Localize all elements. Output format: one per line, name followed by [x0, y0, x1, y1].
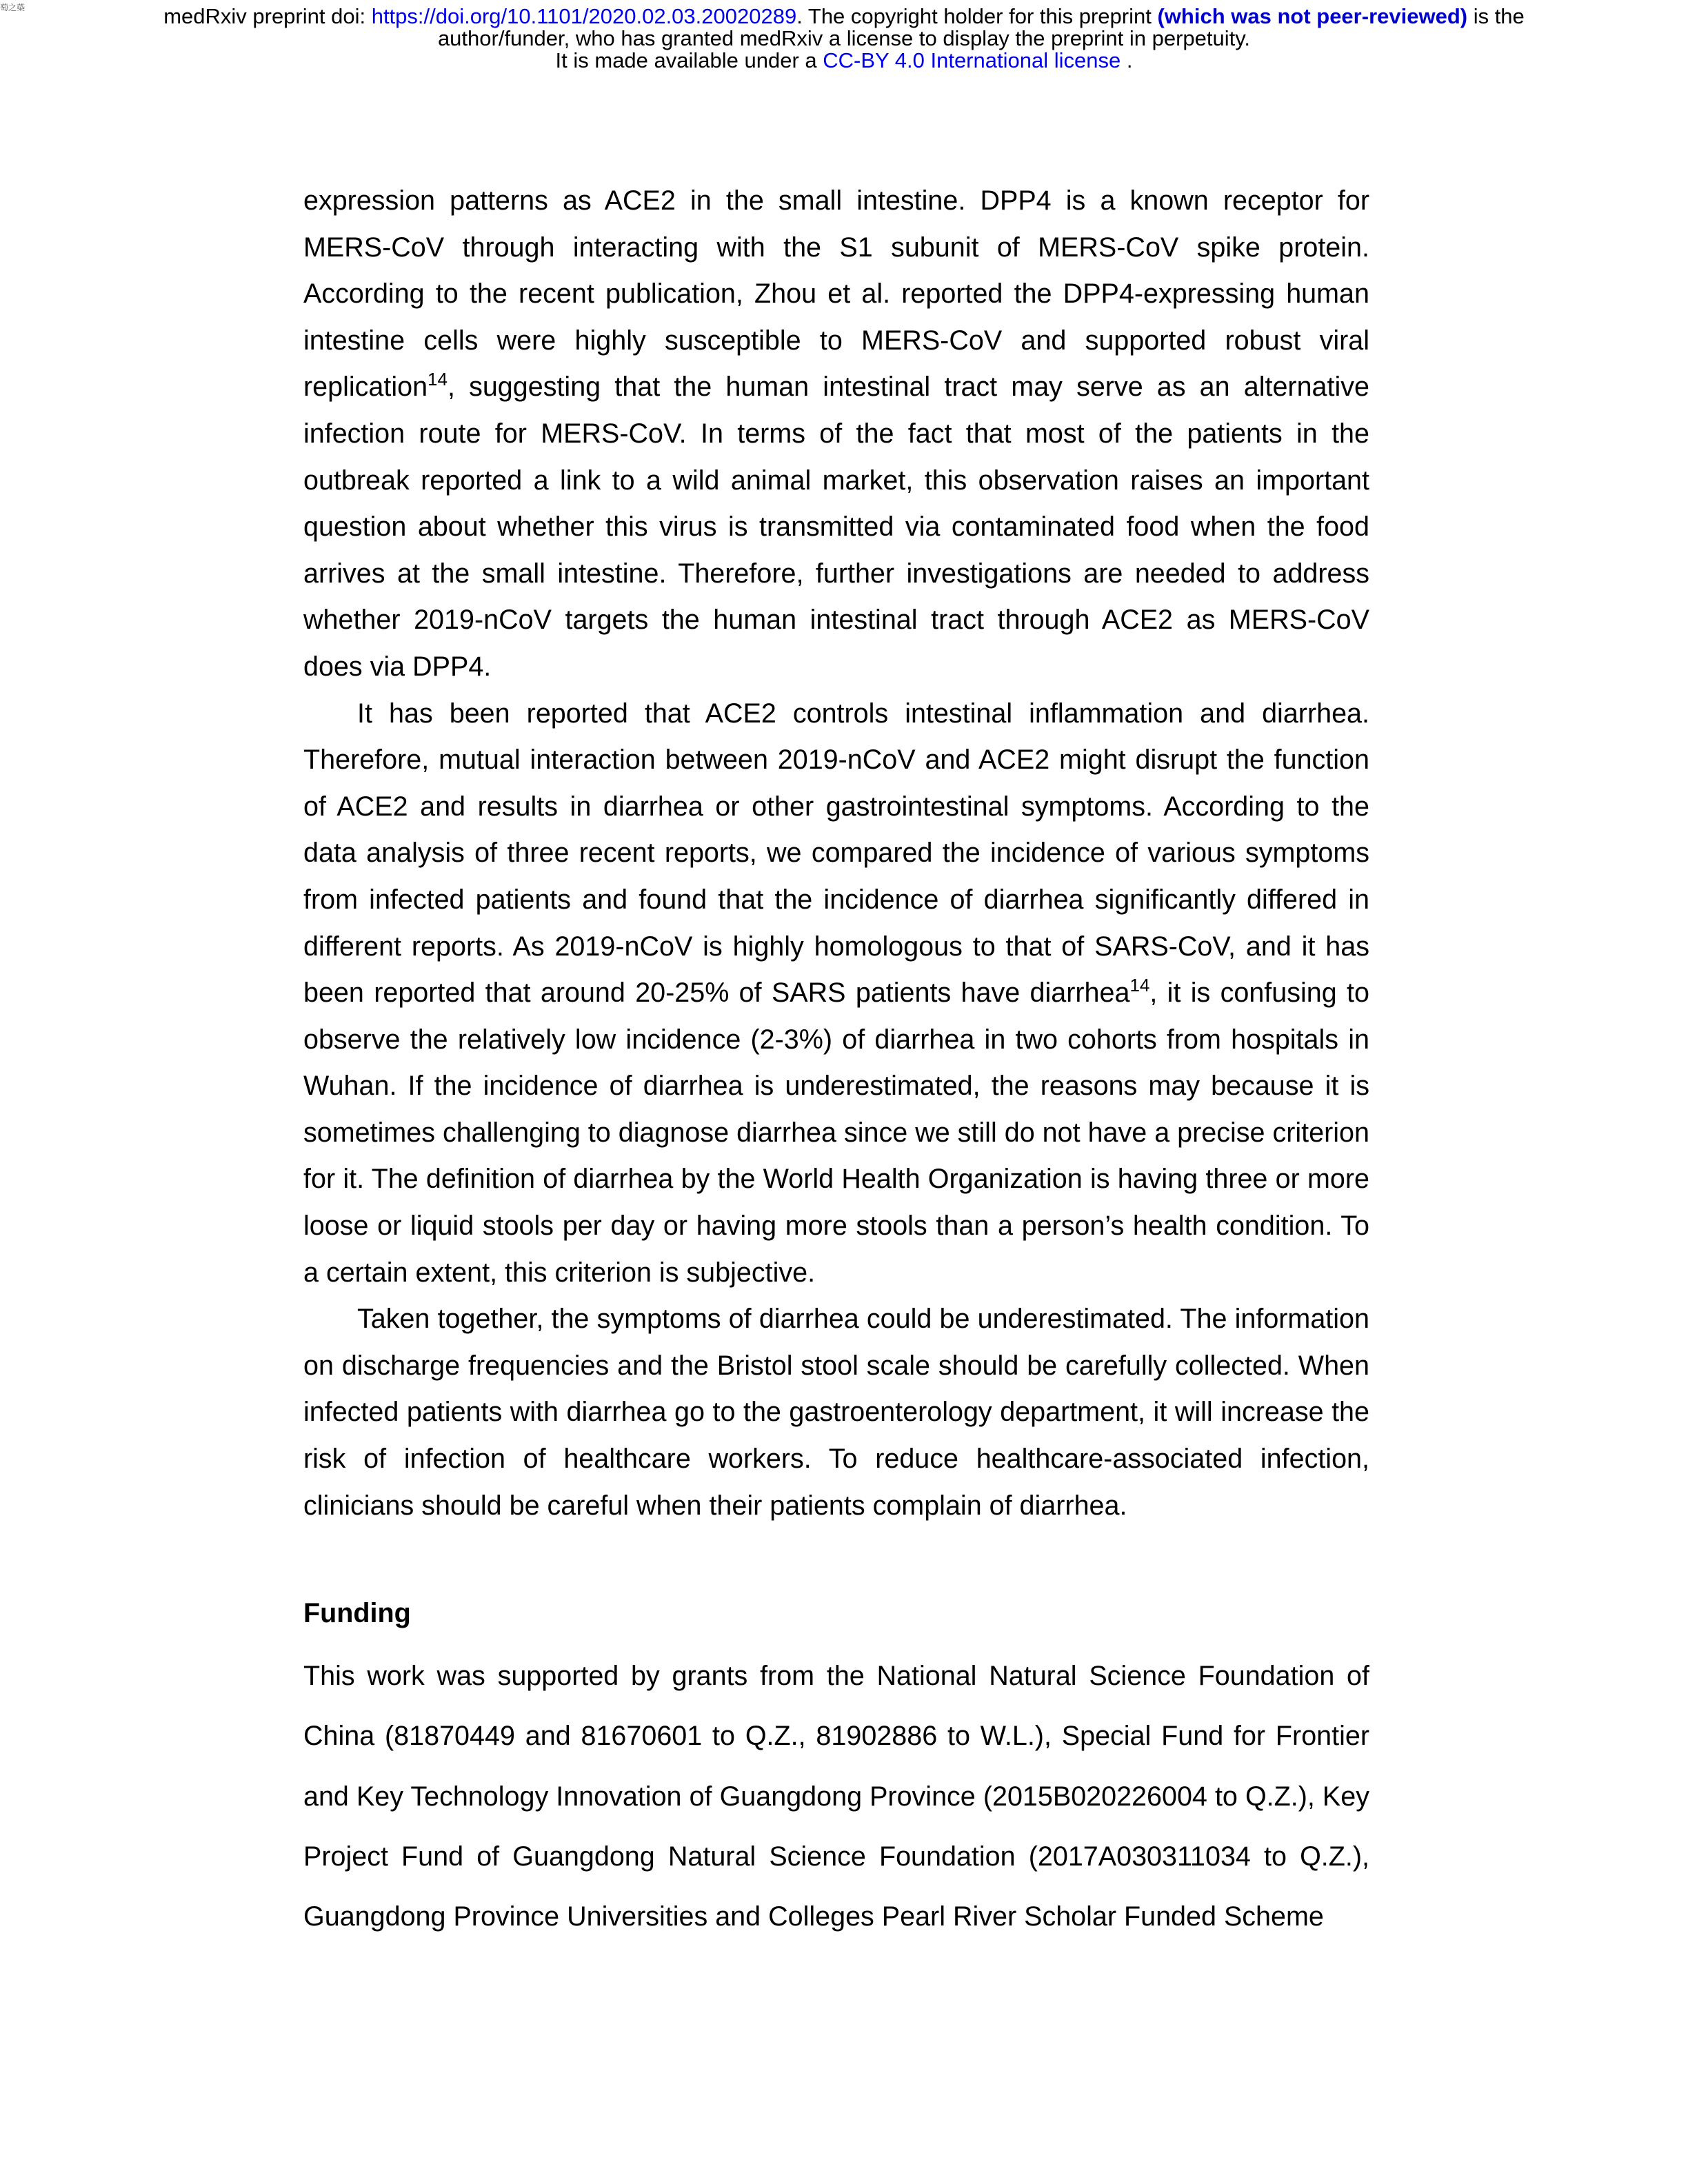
paragraph-diarrhea	[303, 691, 1369, 1297]
paragraph-2-text-b: , it is confusing to observe the relatively low incidence (2-3%) of diarrhea in two cohorts from hospitals in Wuhan. If the incidence of diarrhea is underestimated, the reasons may because it is sometimes challenging to diagnose diarrhea since we still do not have a precise criterion for it. The definition of diarrhea by the World Health Organization is having three or more loose or liquid stools per day or having more stools than a person’s health condition. To a certain extent, this criterion is subjective.	[303, 978, 1369, 1288]
main-text	[303, 178, 1369, 1529]
header-suffix: is the	[1467, 4, 1525, 28]
funding-section	[303, 1646, 1369, 1947]
doi-link[interactable]: https://doi.org/10.1101/2020.02.03.20020289	[371, 4, 797, 28]
citation-superscript: 14	[428, 369, 448, 390]
license-prefix: It is made available under a	[555, 48, 823, 72]
citation-superscript: 14	[1129, 975, 1150, 996]
paragraph-2-text-a: It has been reported that ACE2 controls intestinal inflammation and diarrhea. Therefore, mutual interaction between 2019-nCoV and ACE2 might disrupt the function of ACE2 and results in diarrhea or other gastrointestinal symptoms. According to the data analysis of three recent reports, we compared the incidence of various symptoms from infected patients and found that the incidence of diarrhea significantly differed in different reports. As 2019-nCoV is highly homologous to that of SARS-CoV, and it has been reported that around 20-25% of SARS patients have diarrhea	[303, 698, 1369, 1009]
corner-mark: 萄之蒅	[0, 3, 26, 12]
paragraph-1-text-b: , suggesting that the human intestinal tract may serve as an alternative infection route for MERS-CoV. In terms of the fact that most of the patients in the outbreak reported a link to a wild animal market, this observation raises an important question about whether this virus is transmitted via contaminated food when the food arrives at the small intestine. Therefore, further investigations are needed to address whether 2019-nCoV targets the human intestinal tract through ACE2 as MERS-CoV does via DPP4.	[303, 372, 1369, 682]
license-link[interactable]: CC-BY 4.0 International license	[823, 48, 1121, 72]
funding-heading: Funding	[303, 1598, 411, 1628]
paragraph-conclusion: Taken together, the symptoms of diarrhea could be underestimated. The information on discharge frequencies and the Bristol stool scale should be carefully collected. When infected patients with diarrhea go to the gastroenterology department, it will increase the risk of infection of healthcare workers. To reduce healthcare-associated infection, clinicians should be careful when their patients complain of diarrhea.	[303, 1304, 1369, 1521]
header-prefix: medRxiv preprint doi:	[163, 4, 372, 28]
header-mid: . The copyright holder for this preprint	[796, 4, 1158, 28]
header-line-3	[0, 50, 1688, 72]
paragraph-intestine-dpp4	[303, 178, 1369, 691]
not-peer-reviewed-note: (which was not peer-reviewed)	[1157, 4, 1468, 28]
preprint-header	[0, 6, 1688, 72]
header-line-1	[0, 6, 1688, 28]
funding-paragraph: This work was supported by grants from the National Natural Science Foundation of China (81870449 and 81670601 to Q.Z., 81902886 to W.L.), Special Fund for Frontier and Key Technology Innovation of Guangdong Province (2015B020226004 to Q.Z.), Key Project Fund of Guangdong Natural Science Foundation (2017A030311034 to Q.Z.), Guangdong Province Universities and Colleges Pearl River Scholar Funded Scheme	[303, 1661, 1369, 1932]
license-suffix: .	[1121, 48, 1133, 72]
header-line-2: author/funder, who has granted medRxiv a license to display the preprint in perpetuity.	[437, 26, 1251, 50]
paragraph-1-text-a: expression patterns as ACE2 in the small intestine. DPP4 is a known receptor for MERS-CoV through interacting with the S1 subunit of MERS-CoV spike protein. According to the recent publication, Zhou et al. reported the DPP4-expressing human intestine cells were highly susceptible to MERS-CoV and supported robust viral replication	[303, 185, 1369, 403]
